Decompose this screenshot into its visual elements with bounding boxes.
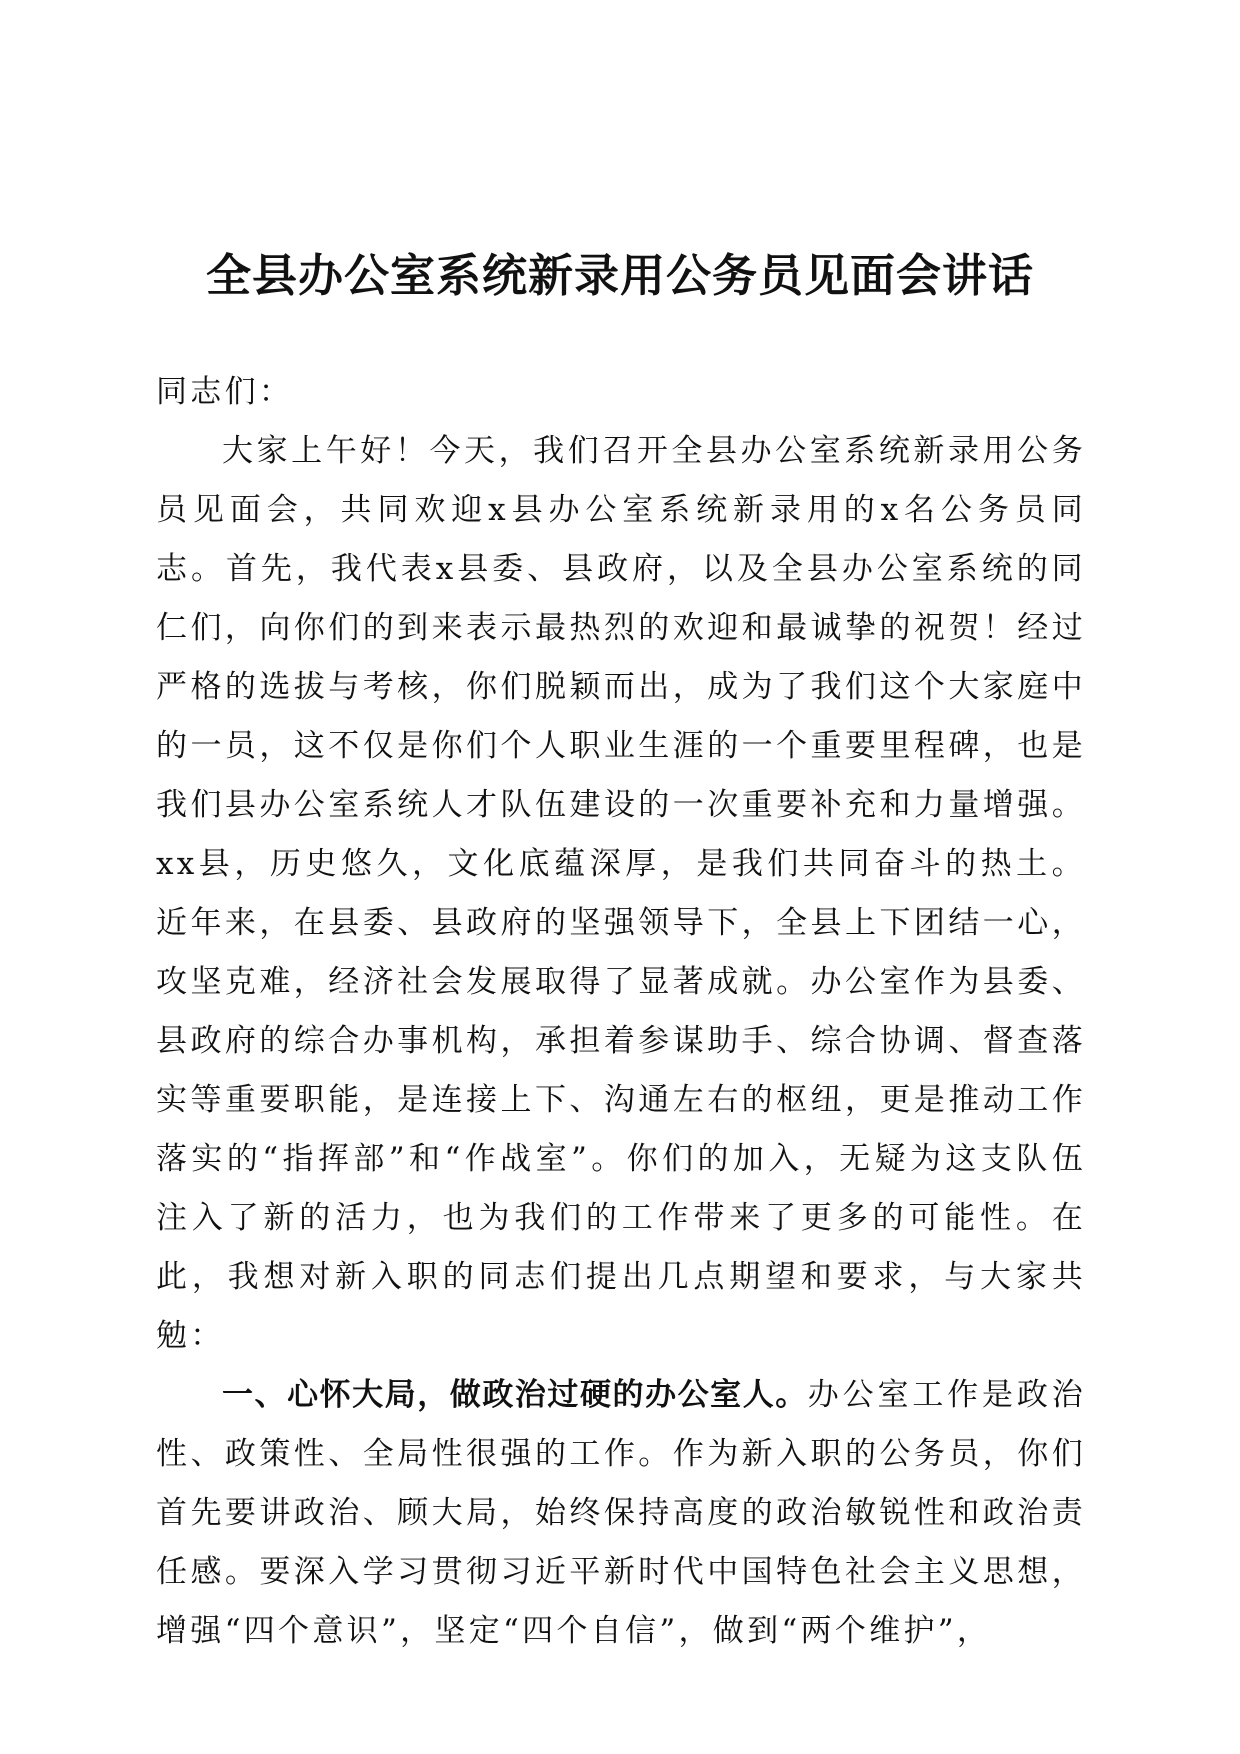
paragraph-opening [156, 422, 1086, 1366]
document-title: 全县办公室系统新录用公务员见面会讲话 [205, 249, 1034, 302]
paragraph-opening-text: 大家上午好！今天，我们召开全县办公室系统新录用公务员见面会，共同欢迎x县办公室系统新录用的x名公务员同志。首先，我代表x县委、县政府，以及全县办公室系统的同仁们，向你们的到来表示最热烈的欢迎和最诚挚的祝贺！经过严格的选拔与考核，你们脱颖而出，成为了我们这个大家庭中的一员，这不仅是你们个人职业生涯的一个重要里程碑，也是我们县办公室系统人才队伍建设的一次重要补充和力量增强。xx县，历史悠久，文化底蕴深厚，是我们共同奋斗的热土。近年来，在县委、县政府的坚强领导下，全县上下团结一心，攻坚克难，经济社会发展取得了显著成就。办公室作为县委、县政府的综合办事机构，承担着参谋助手、综合协调、督查落实等重要职能，是连接上下、沟通左右的枢纽，更是推动工作落实的“指挥部”和“作战室”。你们的加入，无疑为这支队伍注入了新的活力，也为我们的工作带来了更多的可能性。在此，我想对新入职的同志们提出几点期望和要求，与大家共勉： [156, 433, 1086, 1354]
paragraph-section-one [156, 1366, 1086, 1661]
document-body [156, 363, 1086, 1661]
section-one-heading: 一、心怀大局，做政治过硬的办公室人。 [222, 1377, 808, 1413]
salutation: 同志们： [156, 374, 294, 410]
section-one-text: 办公室工作是政治性、政策性、全局性很强的工作。作为新入职的公务员，你们首先要讲政治、顾大局，始终保持高度的政治敏锐性和政治责任感。要深入学习贯彻习近平新时代中国特色社会主义思想，增强“四个意识”，坚定“四个自信”，做到“两个维护”， [156, 1377, 1087, 1649]
